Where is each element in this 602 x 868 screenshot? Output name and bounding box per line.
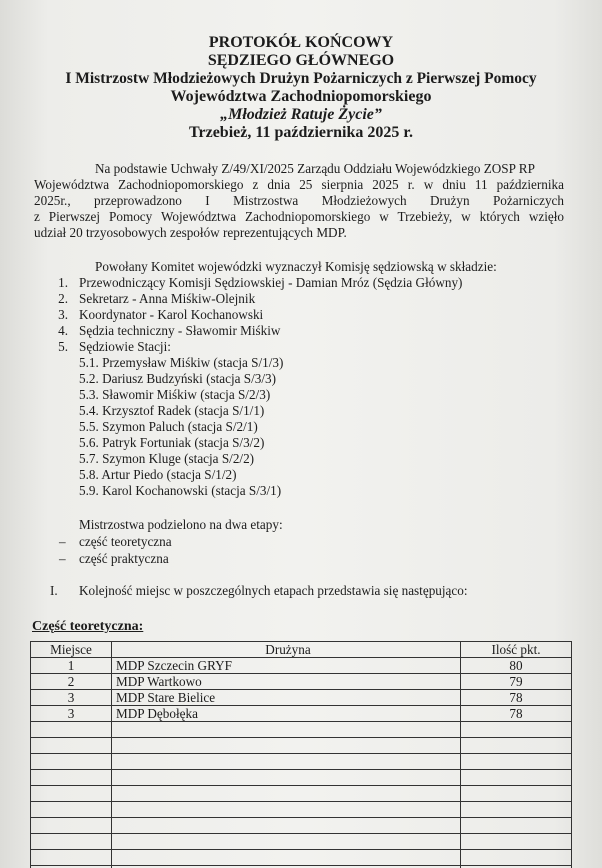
empty-row [31, 722, 572, 738]
column-header-points: Ilość pkt. [461, 642, 572, 658]
voivodeship: Województwa Zachodniopomorskiego [170, 88, 432, 105]
intro-line-5: udział 20 trzyosobowych zespołów reprezentujących MDP. [34, 225, 347, 240]
station-judge: 5.3. Sławomir Miśkiw (stacja S/2/3) [79, 387, 271, 402]
column-header-place: Miejsce [31, 642, 112, 658]
empty-row [31, 786, 572, 802]
empty-row [31, 850, 572, 866]
table-row: 1 MDP Szczecin GRYF 80 [31, 658, 572, 674]
station-judge: 5.8. Artur Piedo (stacja S/1/2) [79, 467, 237, 482]
dash-bullet: – [59, 534, 66, 549]
column-header-team: Drużyna [112, 642, 461, 658]
doc-subtitle: SĘDZIEGO GŁÓWNEGO [207, 52, 395, 69]
intro-line-3: 2025r., przeprowadzono I Mistrzostwa Młodzieżowych Drużyn Pożarniczych [34, 193, 564, 208]
table-header-row [31, 642, 572, 658]
section-title-theory: Część teoretyczna: [32, 619, 144, 634]
intro-line-1: Na podstawie Uchwały Z/49/XI/2025 Zarządu Oddziału Wojewódzkiego ZOSP RP [95, 161, 535, 176]
stages-intro: Mistrzostwa podzielono na dwa etapy: [79, 517, 283, 532]
station-judge: 5.1. Przemysław Miśkiw (stacja S/1/3) [79, 355, 284, 370]
empty-row [31, 738, 572, 754]
empty-row [31, 802, 572, 818]
empty-row [31, 770, 572, 786]
station-judge: 5.5. Szymon Paluch (stacja S/2/1) [79, 419, 258, 434]
station-judge: 5.7. Szymon Kluge (stacja S/2/2) [79, 451, 255, 466]
doc-title: PROTOKÓŁ KOŃCOWY [208, 34, 394, 51]
station-judge: 5.4. Krzysztof Radek (stacja S/1/1) [79, 403, 265, 418]
dash-bullet: – [59, 551, 66, 566]
station-judge: 5.2. Dariusz Budzyński (stacja S/3/3) [79, 371, 277, 386]
table-row: 3 MDP Stare Bielice 78 [31, 690, 572, 706]
committee-intro: Powołany Komitet wojewódzki wyznaczył Komisję sędziowską w składzie: [95, 259, 497, 274]
empty-row [31, 818, 572, 834]
place-date: Trzebież, 11 października 2025 r. [189, 124, 413, 141]
motto: „Młodzież Ratuje Życie” [220, 106, 382, 123]
document-page: PROTOKÓŁ KOŃCOWY SĘDZIEGO GŁÓWNEGO I Mistrzostw Młodzieżowych Drużyn Pożarniczych z Pierwszej Pomocy Województwa Zachodniopomorskiego „Młodzież Ratuje Życie” Trzebież, 11 października 2025 r. Na podstawie Uchwały Z/49/XI/2025 Zarządu Oddziału Wojewódzkiego ZOSP RP Województwa Zachodniopomorskiego z dnia 25 sierpnia 2025 r. w dniu 11 października 2025r., przeprowadzono I Mistrzostwa Młodzieżowych Drużyn Pożarniczych z Pierwszej Pomocy Województwa Zachodniopomorskiego w Trzebieży, w których wzięło udział 20 trzyosobowych zespołów reprezentujących MDP. Powołany Komitet wojewódzki wyznaczył Komisję sędziowską w składzie: 1. Przewodniczący Komisji Sędziowskiej - Damian Mróz (Sędzia Główny) 2. Sekretarz - Anna Miśkiw-Olejnik 3. Koordynator - Karol Kochanowski 4. Sędzia techniczny - Sławomir Miśkiw 5. Sędziowie Stacji: 5.1. Przemysław Miśkiw (stacja S/1/3) 5.2. Dariusz Budzyński (stacja S/3/3) 5.3. Sławomir Miśkiw (stacja S/2/3) 5.4. Krzysztof Radek (stacja S/1/1) 5.5. Szymon Paluch (stacja S/2/1) 5.6. Patryk Fortuniak (stacja S/3/2) 5.7. Szymon Kluge (stacja S/2/2) 5.8. Artur Piedo (stacja S/1/2) 5.9. Karol Kochanowski (stacja S/3/1) Mistrzostwa podzielono na dwa etapy: – część teoretyczna – część praktyczna I. Kolejność miejsc w poszczególnych etapach przedstawia się następująco: Część teoretyczna: Miejsce Drużyna Ilość pkt. 1 MDP Szczecin GRYF 80 2 MDP Wartkowo 79 3 MDP Stare Bielice 78 3 MDP Dębołęka 78 [0, 0, 602, 868]
intro-line-2: Województwa Zachodniopomorskiego z dnia 25 sierpnia 2025 r. w dniu 11 października [34, 177, 564, 192]
empty-row [31, 754, 572, 770]
station-judge: 5.6. Patryk Fortuniak (stacja S/3/2) [79, 435, 265, 450]
event-name: I Mistrzostw Młodzieżowych Drużyn Pożarniczych z Pierwszej Pomocy [65, 70, 537, 87]
table-row: 2 MDP Wartkowo 79 [31, 674, 572, 690]
table-row: 3 MDP Dębołęka 78 [31, 706, 572, 722]
station-judge: 5.9. Karol Kochanowski (stacja S/3/1) [79, 483, 282, 498]
theory-results-table [30, 641, 572, 868]
intro-line-4: z Pierwszej Pomocy Województwa Zachodniopomorskiego w Trzebieży, w których wzięło [34, 209, 564, 224]
empty-row [31, 834, 572, 850]
